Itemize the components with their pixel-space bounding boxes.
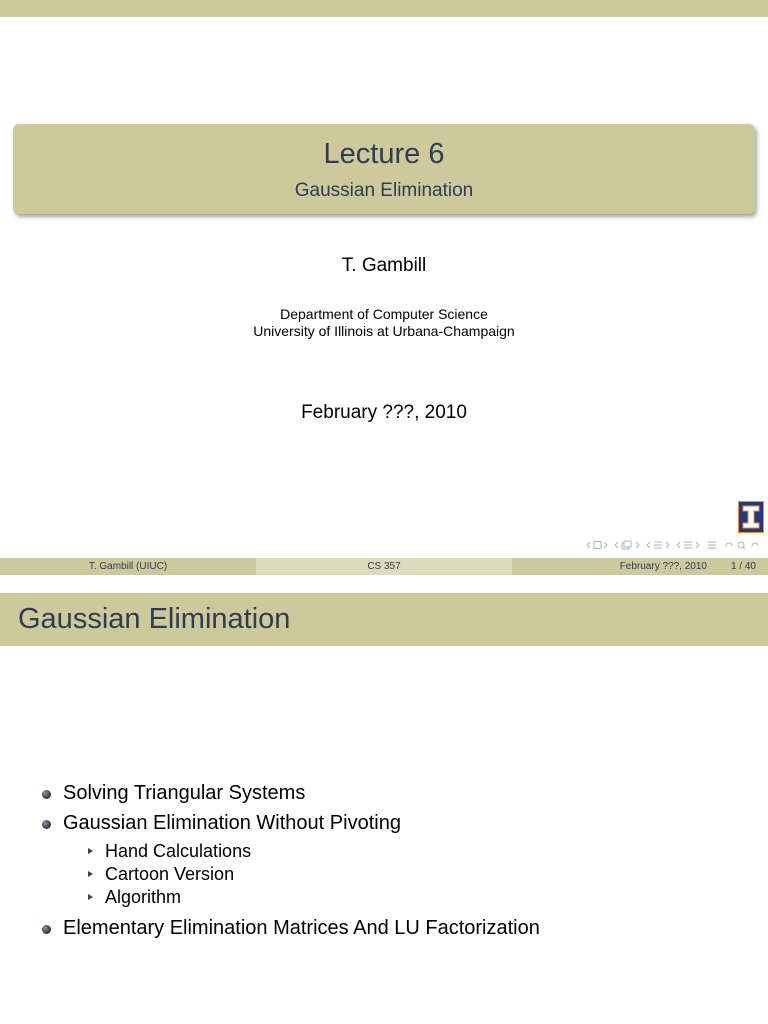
sub-list-item — [105, 864, 234, 885]
slide-footer — [0, 558, 768, 575]
nav-frame-icon[interactable] — [586, 540, 608, 550]
list-item-label: Solving Triangular Systems — [63, 782, 306, 804]
sub-list-item-label: Hand Calculations — [105, 841, 252, 861]
triangle-bullet-icon — [88, 871, 93, 877]
date: February ???, 2010 — [301, 402, 467, 423]
sub-list-item — [105, 841, 251, 862]
footer-right — [512, 558, 768, 575]
nav-subsection-icon[interactable] — [614, 540, 640, 550]
triangle-bullet-icon — [88, 894, 93, 900]
footer-course: CS 357 — [256, 558, 512, 575]
bullet-icon — [42, 925, 51, 934]
triangle-bullet-icon — [88, 848, 93, 854]
frame-title: Gaussian Elimination — [18, 603, 291, 635]
list-item — [63, 782, 305, 805]
lecture-title: Lecture 6 — [323, 138, 445, 170]
university-logo — [738, 501, 764, 533]
institute — [0, 306, 768, 340]
bullet-icon — [42, 820, 51, 829]
institute-line-1: Department of Computer Science — [280, 306, 488, 322]
list-item-label: Elementary Elimination Matrices And LU Factorization — [63, 917, 540, 939]
illinois-i-icon — [742, 505, 760, 529]
lecture-subtitle: Gaussian Elimination — [294, 180, 474, 201]
footer-page-number: 1 / 40 — [730, 561, 756, 572]
nav-section-icon[interactable] — [646, 540, 670, 550]
list-item — [63, 917, 540, 940]
nav-align-icon[interactable] — [706, 540, 718, 550]
footer-date: February ???, 2010 — [619, 561, 707, 572]
sub-list-item-label: Cartoon Version — [105, 864, 235, 884]
headline-strip — [0, 0, 768, 17]
sub-list-item — [105, 887, 181, 908]
institute-line-2: University of Illinois at Urbana-Champaign — [253, 323, 515, 339]
outline-slide — [0, 576, 768, 1024]
list-item-label: Gaussian Elimination Without Pivoting — [63, 812, 401, 834]
beamer-navigation — [586, 539, 760, 551]
author: T. Gambill — [341, 255, 427, 276]
nav-subsection-list-icon[interactable] — [676, 540, 700, 550]
list-item — [63, 812, 401, 835]
sub-list-item-label: Algorithm — [105, 887, 182, 907]
bullet-icon — [42, 790, 51, 799]
nav-undo-search-icon[interactable] — [724, 540, 760, 550]
footer-author: T. Gambill (UIUC) — [0, 558, 256, 575]
